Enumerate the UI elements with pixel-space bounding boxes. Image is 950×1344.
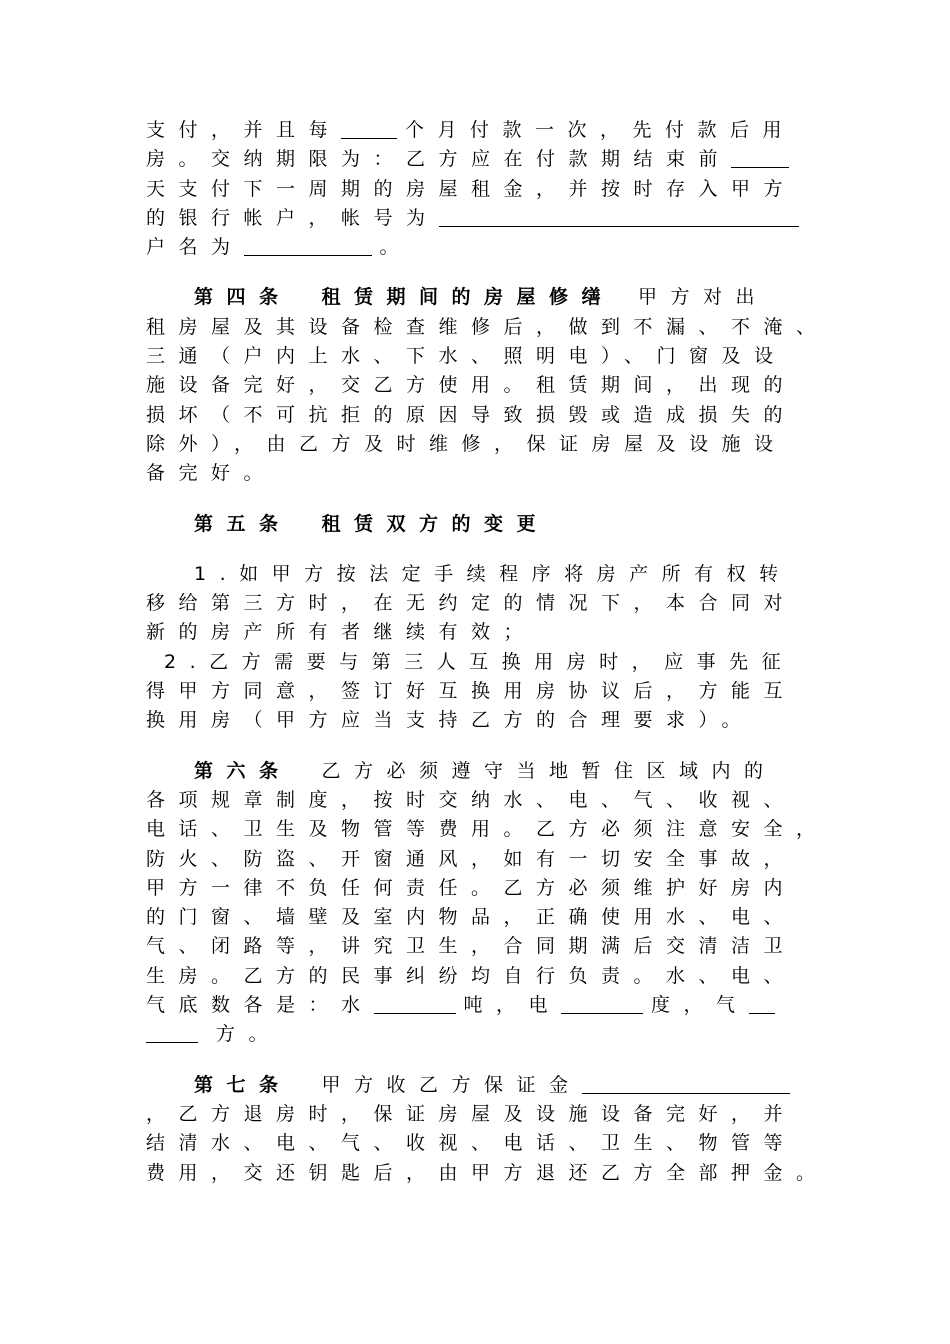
text: 支付，并且每	[146, 119, 342, 141]
blank-deposit	[582, 1074, 790, 1094]
text: 如甲方按法定手续程序将房产所有权转	[239, 562, 792, 585]
text: 房。交纳期限为：乙方应在付款期结束前	[146, 148, 732, 171]
list-item-2	[146, 648, 826, 677]
text: 乙方必须遵守当地暂住区域内的	[321, 759, 777, 782]
text-line: 天支付下一周期的房屋租金，并按时存入甲方	[146, 177, 797, 200]
blank-gas-reading-cont	[146, 1023, 198, 1043]
text: 吨，电	[463, 994, 562, 1017]
text: 户名为	[146, 236, 244, 259]
section-5-title-line	[146, 510, 826, 539]
text-line	[146, 116, 826, 145]
blank-water-reading	[374, 994, 456, 1014]
section-7-first-line	[146, 1071, 826, 1100]
text-line	[146, 145, 826, 174]
text-line: 防火、防盗、开窗通风，如有一切安全事故，	[146, 847, 797, 870]
text: 甲方收乙方保证金	[321, 1073, 582, 1096]
text-line	[146, 233, 826, 262]
text-line: 甲方一律不负任何责任。乙方必须维护好房内	[146, 876, 797, 899]
text-line: ，乙方退房时，保证房屋及设施设备完好，并	[146, 1102, 797, 1125]
text: 气底数各是：水	[146, 994, 374, 1017]
text-line	[146, 1020, 826, 1049]
text-line: 生房。乙方的民事纠纷均自行负责。水、电、	[146, 964, 797, 987]
text-line: 费用，交还钥匙后，由甲方退还乙方全部押金。	[146, 1161, 829, 1184]
item-number: 2.	[164, 650, 210, 673]
article-heading: 租赁双方的变更	[321, 512, 550, 535]
text-line: 各项规章制度，按时交纳水、电、气、收视、	[146, 788, 797, 811]
text-line: 除外），由乙方及时维修，保证房屋及设施设	[146, 432, 787, 455]
text: 个月付款一次，先付款后用	[405, 119, 796, 141]
text-line: 三通（户内上水、下水、照明电）、门窗及设	[146, 345, 787, 368]
blank-electric-reading	[561, 994, 643, 1014]
text-line	[146, 204, 826, 233]
text: 。	[379, 236, 413, 259]
text-line: 得甲方同意，签订好互换用房协议后，方能互	[146, 680, 797, 703]
article-heading: 租赁期间的房屋修缮	[321, 286, 615, 309]
section-4-first-line	[146, 283, 826, 312]
article-title: 第六条	[194, 759, 292, 782]
text: 的银行帐户，帐号为	[146, 206, 439, 229]
text-line: 结清水、电、气、收视、电话、卫生、物管等	[146, 1132, 797, 1155]
blank-days	[731, 148, 789, 168]
article-title: 第七条	[194, 1073, 292, 1096]
text-line: 租房屋及其设备检查维修后，做到不漏、不淹、	[146, 315, 829, 338]
text-line: 气、闭路等，讲究卫生，合同期满后交清洁卫	[146, 935, 797, 958]
text-line: 移给第三方时，在无约定的情况下，本合同对	[146, 592, 797, 615]
text-line: 的门窗、墙壁及室内物品，正确使用水、电、	[146, 906, 797, 929]
text-line: 备完好。	[146, 462, 277, 485]
item-number: 1.	[194, 562, 240, 585]
text-line: 损坏（不可抗拒的原因导致损毁或造成损失的	[146, 403, 797, 426]
blank-gas-reading	[749, 994, 775, 1014]
article-title: 第五条	[194, 512, 292, 535]
text-line: 换用房（甲方应当支持乙方的合理要求）。	[146, 709, 755, 732]
article-title: 第四条	[194, 286, 292, 309]
text-line: 电话、卫生及物管等费用。乙方必须注意安全，	[146, 818, 829, 841]
list-item-1	[146, 560, 826, 589]
text: 乙方需要与第三人互换用房时，应事先征	[209, 650, 795, 673]
document-page	[146, 116, 829, 1188]
text-line: 施设备完好，交乙方使用。租赁期间，出现的	[146, 374, 797, 397]
text: 方。	[216, 1023, 282, 1046]
text: 度，气	[651, 994, 749, 1017]
blank-account-number	[439, 207, 799, 227]
blank-months	[341, 119, 397, 139]
text-line: 新的房产所有者继续有效；	[146, 621, 537, 644]
blank-account-name	[244, 236, 372, 256]
text-line	[146, 991, 826, 1020]
text: 甲方对出	[638, 286, 769, 309]
section-6-first-line	[146, 757, 826, 786]
